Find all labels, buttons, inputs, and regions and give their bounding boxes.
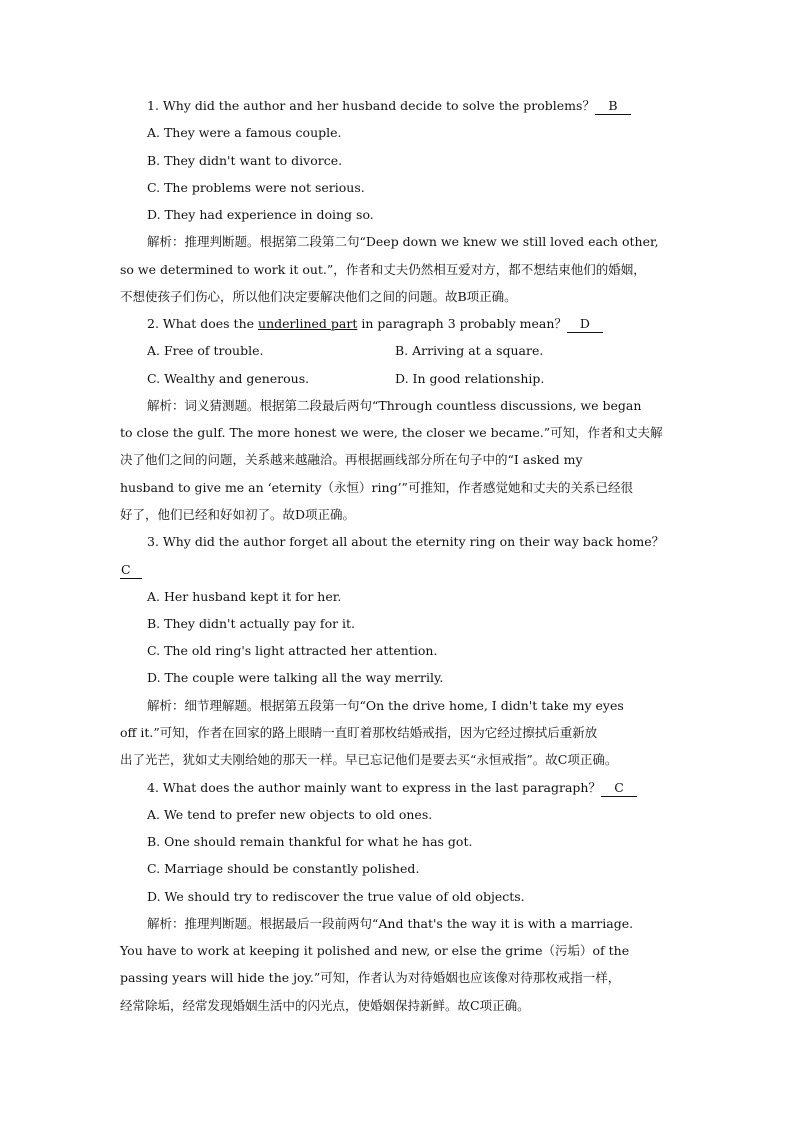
question-2-analysis-line-2: to close the gulf. The more honest we were, the closer we became.”可知，作者和丈夫解 (120, 425, 663, 440)
question-2-analysis-line-1: 解析：词义猜测题。根据第二段最后两句“Through countless discussions, we began (147, 398, 642, 413)
question-1-analysis-line-3: 不想使孩子们伤心，所以他们决定要解决他们之间的问题。故B项正确。 (120, 289, 517, 304)
question-4-analysis-line-3: passing years will hide the joy.”可知，作者认为对待婚姻也应该像对待那枚戒指一样， (120, 970, 621, 985)
question-4-analysis-line-1: 解析：推理判断题。根据最后一段前两句“And that's the way it is with a marriage. (147, 916, 634, 931)
question-1-text: 1. Why did the author and her husband decide to solve the problems？ (147, 98, 595, 113)
question-3-answer-line (120, 562, 142, 579)
question-1-stem (147, 98, 631, 115)
question-2-answer: D (567, 316, 603, 333)
question-3-stem: 3. Why did the author forget all about the eternity ring on their way back home？ (147, 534, 665, 549)
question-1-answer: B (595, 98, 631, 115)
question-4-analysis-line-2: You have to work at keeping it polished and new, or else the grime（污垢）of the (120, 943, 630, 958)
question-2-stem (147, 316, 603, 333)
question-3-option-b: B. They didn't actually pay for it. (147, 616, 356, 631)
question-2-option-b: B. Arriving at a square. (395, 343, 544, 358)
question-2-option-a: A. Free of trouble. (147, 343, 264, 358)
question-1-option-b: B. They didn't want to divorce. (147, 153, 343, 168)
question-4-option-c: C. Marriage should be constantly polished. (147, 861, 420, 876)
question-2-analysis-line-4: husband to give me an ‘eternity（永恒）ring’”可推知，作者感觉她和丈夫的关系已经很 (120, 480, 633, 495)
question-3-analysis-line-1: 解析：细节理解题。根据第五段第一句“On the drive home, I didn't take my eyes (147, 698, 624, 713)
question-3-answer: C (120, 562, 142, 579)
question-2-text-post: in paragraph 3 probably mean？ (357, 316, 567, 331)
question-3-analysis-line-2: off it.”可知，作者在回家的路上眼睛一直盯着那枚结婚戒指，因为它经过擦拭后重新放 (120, 725, 598, 740)
question-2-text-pre: 2. What does the (147, 316, 259, 331)
question-2-option-d: D. In good relationship. (395, 371, 545, 386)
question-3-option-c: C. The old ring's light attracted her attention. (147, 643, 438, 658)
question-4-option-b: B. One should remain thankful for what he has got. (147, 834, 473, 849)
question-1-analysis-line-2: so we determined to work it out.”，作者和丈夫仍然相互爱对方，都不想结束他们的婚姻， (120, 262, 646, 277)
question-4-analysis-line-4: 经常除垢，经常发现婚姻生活中的闪光点，使婚姻保持新鲜。故C项正确。 (120, 998, 530, 1013)
question-2-underlined-text: underlined part (258, 316, 358, 331)
question-4-text: 4. What does the author mainly want to express in the last paragraph？ (147, 780, 601, 795)
question-4-option-d: D. We should try to rediscover the true value of old objects. (147, 889, 525, 904)
question-4-stem (147, 780, 637, 797)
question-1-option-a: A. They were a famous couple. (147, 125, 342, 140)
question-1-option-c: C. The problems were not serious. (147, 180, 365, 195)
question-2-option-c: C. Wealthy and generous. (147, 371, 310, 386)
question-3-analysis-line-3: 出了光芒，犹如丈夫刚给她的那天一样。早已忘记他们是要去买“永恒戒指”。故C项正确。 (120, 752, 618, 767)
question-1-analysis-line-1: 解析：推理判断题。根据第二段第二句“Deep down we knew we still loved each other, (147, 234, 659, 249)
question-3-option-d: D. The couple were talking all the way merrily. (147, 670, 444, 685)
question-4-option-a: A. We tend to prefer new objects to old ones. (147, 807, 433, 822)
question-3-option-a: A. Her husband kept it for her. (147, 589, 342, 604)
question-4-answer: C (601, 780, 637, 797)
question-2-analysis-line-5: 好了，他们已经和好如初了。故D项正确。 (120, 507, 356, 522)
question-1-option-d: D. They had experience in doing so. (147, 207, 374, 222)
question-2-analysis-line-3: 决了他们之间的问题，关系越来越融洽。再根据画线部分所在句子中的“I asked my (120, 452, 583, 467)
